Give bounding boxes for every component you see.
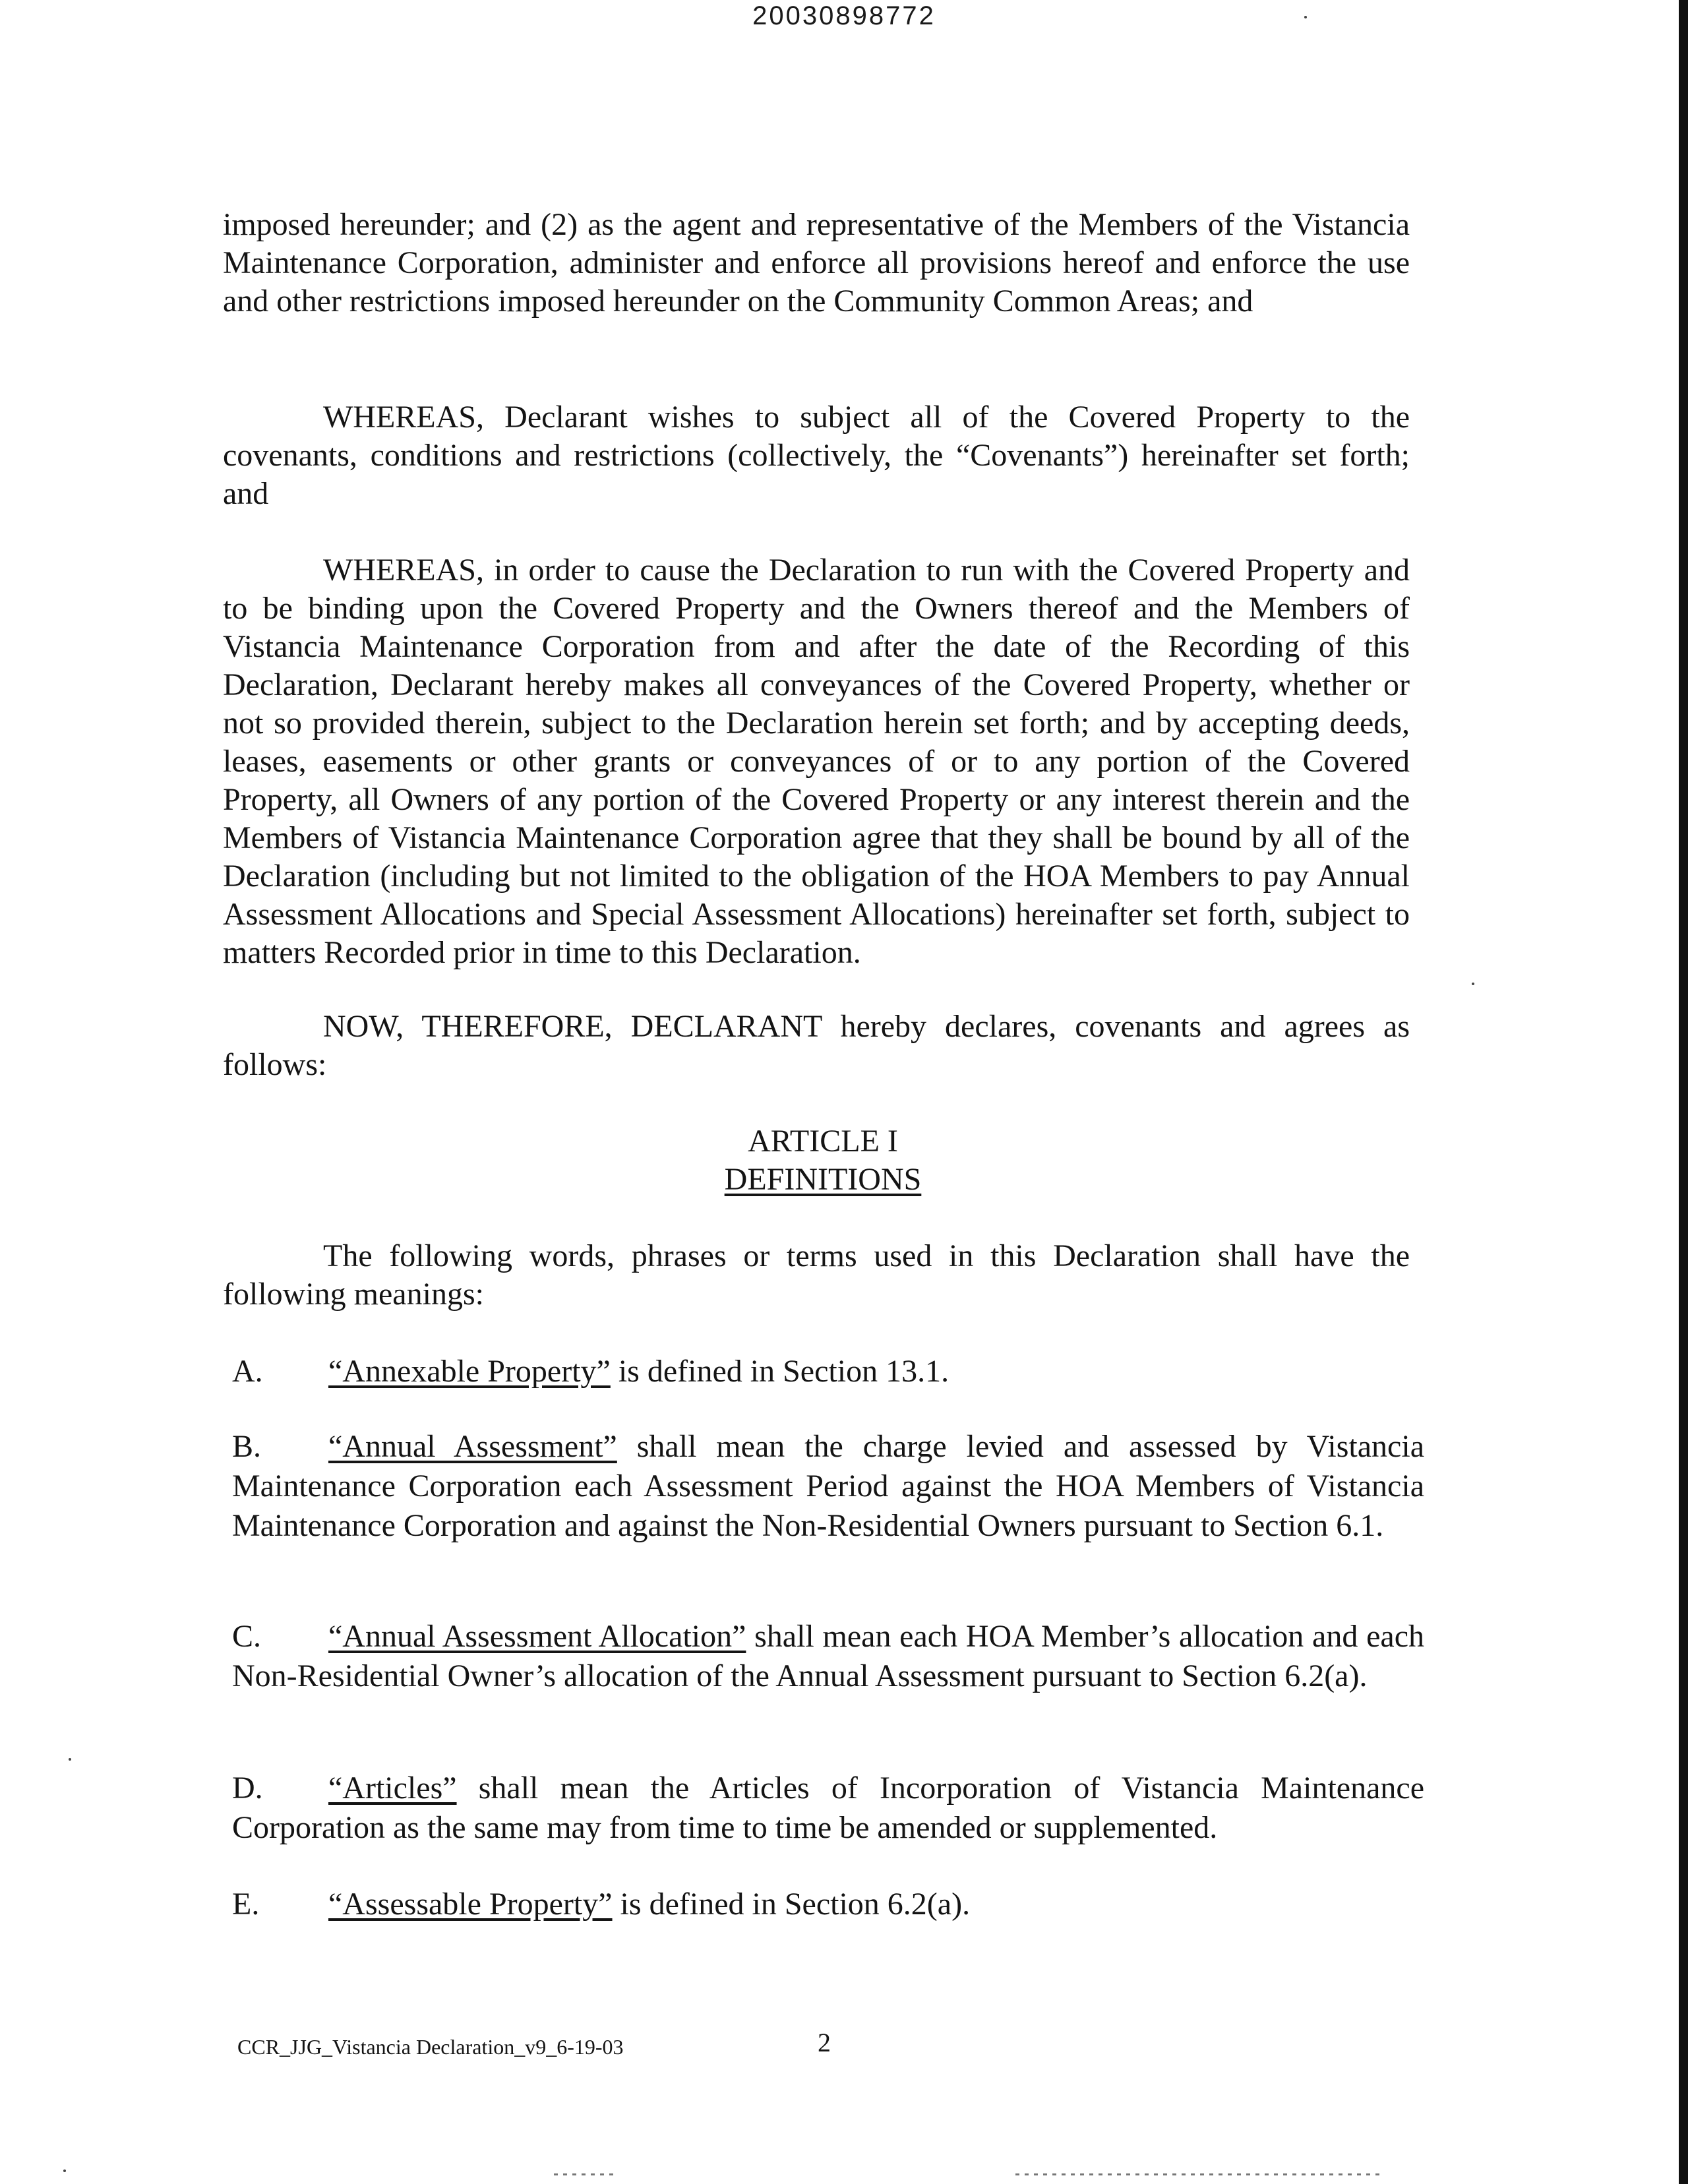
paragraph-now-therefore: NOW, THEREFORE, DECLARANT hereby declares, covenants and agrees as follows:	[223, 1009, 1410, 1082]
paragraph-whereas-covenants: WHEREAS, Declarant wishes to subject all of the Covered Property to the covenants, conditions and restrictions (collectively, the “Covenants”) hereinafter set forth; and	[223, 400, 1410, 511]
definition-text: is defined in Section 13.1.	[610, 1354, 950, 1389]
definition-text: is defined in Section 6.2(a).	[612, 1887, 971, 1922]
article-number: ARTICLE I	[748, 1124, 898, 1159]
definition-letter: B.	[232, 1429, 262, 1464]
definition-item	[232, 1352, 1424, 1391]
footer-page-number: 2	[818, 2028, 831, 2057]
definition-term: “Assessable Property”	[328, 1887, 613, 1922]
definition-letter: E.	[232, 1887, 260, 1922]
definition-letter: C.	[232, 1619, 262, 1654]
footer-file-label: CCR_JJG_Vistancia Declaration_v9_6-19-03	[237, 2035, 624, 2059]
scan-edge-bar	[1679, 0, 1688, 2184]
scan-noise	[1015, 2173, 1385, 2175]
definition-text: shall mean the Articles of Incorporation of Vistancia Maintenance Corporation as the same may from time to time be amended or supplemented.	[232, 1771, 1424, 1845]
definition-term: “Articles”	[328, 1771, 457, 1805]
definition-text: shall mean the charge levied and assessed by Vistancia Maintenance Corporation each Assessment Period against the HOA Members of Vistancia Maintenance Corporation and against the Non-Residential Owners pursuant to Section 6.1.	[232, 1429, 1424, 1543]
definition-term: “Annual Assessment Allocation”	[328, 1619, 746, 1654]
scan-speck	[69, 1758, 71, 1761]
definition-term: “Annexable Property”	[328, 1354, 611, 1389]
document-number: 20030898772	[752, 1, 936, 30]
definition-term: “Annual Assessment”	[328, 1429, 617, 1464]
article-heading	[223, 1122, 1423, 1199]
definition-item	[232, 1427, 1424, 1546]
paragraph-definitions-intro: The following words, phrases or terms used in this Declaration shall have the following meanings:	[223, 1238, 1410, 1312]
article-title: DEFINITIONS	[724, 1162, 922, 1197]
definition-text: shall mean each HOA Member’s allocation and each Non-Residential Owner’s allocation of the Annual Assessment pursuant to Section 6.2(a).	[232, 1619, 1424, 1693]
definition-item	[232, 1617, 1424, 1696]
definition-item	[232, 1885, 1424, 1924]
paragraph-whereas-declaration: WHEREAS, in order to cause the Declaration to run with the Covered Property and to be binding upon the Covered Property and the Owners thereof and the Members of Vistancia Maintenance Corporation from and after the date of the Recording of this Declaration, Declarant hereby makes all conveyances of the Covered Property, whether or not so provided therein, subject to the Declaration herein set forth; and by accepting deeds, leases, easements or other grants or conveyances of or to any portion of the Covered Property, all Owners of any portion of the Covered Property or any interest therein and the Members of Vistancia Maintenance Corporation agree that they shall be bound by all of the Declaration (including but not limited to the obligation of the HOA Members to pay Annual Assessment Allocations and Special Assessment Allocations) hereinafter set forth, subject to matters Recorded prior in time to this Declaration.	[223, 553, 1410, 970]
scan-noise	[554, 2173, 613, 2175]
scan-speck	[1472, 983, 1474, 985]
scan-speck	[63, 2169, 66, 2172]
definition-item	[232, 1769, 1424, 1848]
definition-letter: A.	[232, 1354, 263, 1389]
paragraph-continuation: imposed hereunder; and (2) as the agent and representative of the Members of the Vistancia Maintenance Corporation, administer and enforce all provisions hereof and enforce the use and other restrictions imposed hereunder on the Community Common Areas; and	[223, 207, 1410, 318]
definition-letter: D.	[232, 1771, 263, 1805]
